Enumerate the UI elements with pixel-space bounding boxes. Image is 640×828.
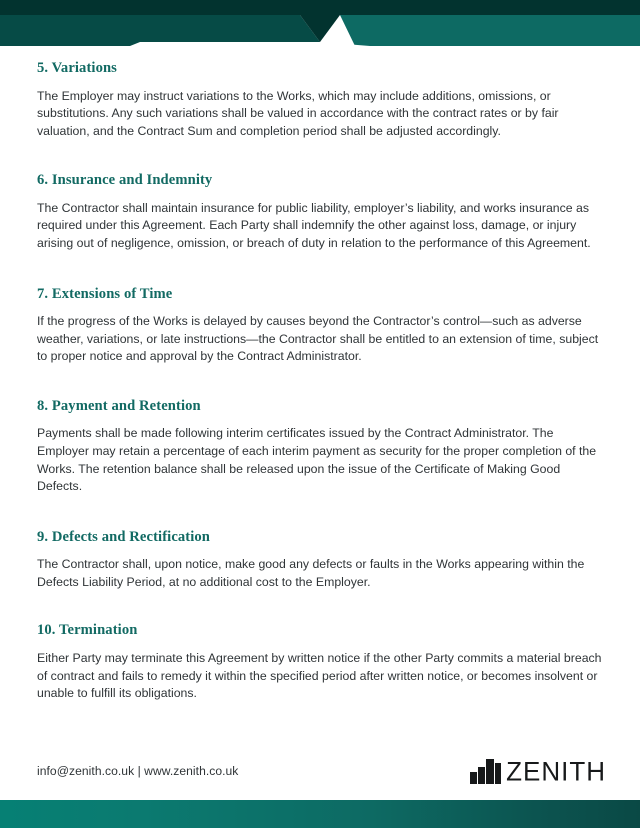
- brand-lockup: [470, 755, 606, 787]
- section-paragraph: The Contractor shall maintain insurance for public liability, employer’s liability, and works insurance as required under this Agreement. Each Party shall indemnify the other against loss, damage, or injury arising out of negligence, omission, or breach of duty in relation to the performance of this Agreement.: [37, 200, 591, 250]
- footer-contact-line[interactable]: info@zenith.co.uk | www.zenith.co.uk: [37, 764, 239, 778]
- section-termination: [37, 622, 607, 702]
- section-paragraph: If the progress of the Works is delayed by causes beyond the Contractor’s control—such as adverse weather, variations, or late instructions—the Contractor shall be entitled to an extension of time, subject to proper notice and approval by the Contract Administrator.: [37, 314, 599, 364]
- section-heading: 8. Payment and Retention: [37, 397, 201, 414]
- section-extensions-of-time: [37, 286, 607, 366]
- section-paragraph: Payments shall be made following interim certificates issued by the Contract Administrator. The Employer may retain a percentage of each interim payment as security for the proper completion of the Works. The retention balance shall be released upon the issue of the Certificate of Making Good Defects.: [37, 426, 597, 494]
- header-chevron-graphic: [0, 0, 640, 46]
- section-heading: 10. Termination: [37, 622, 138, 639]
- header-dark-band: [0, 0, 640, 15]
- section-paragraph: Either Party may terminate this Agreement by written notice if the other Party commits a material breach of contract and fails to remedy it within the specified period after written notice, or becomes insolvent or unable to fulfill its obligations.: [37, 650, 602, 701]
- section-heading: 6. Insurance and Indemnity: [37, 172, 213, 189]
- footer-accent-bar: [0, 800, 640, 828]
- section-paragraph: The Contractor shall, upon notice, make good any defects or faults in the Works appearing within the Defects Liability Period, at no additional cost to the Employer.: [37, 557, 585, 589]
- section-paragraph: The Employer may instruct variations to the Works, which may include additions, omissions, or substitutions. Any such variations shall be valued in accordance with the contract rates or by fair valuation, and the Contract Sum and completion period shall be adjusted accordingly.: [37, 88, 559, 138]
- brand-wordmark: ZENITH: [506, 755, 606, 787]
- section-heading: 7. Extensions of Time: [37, 285, 173, 302]
- section-insurance-and-indemnity: [37, 172, 607, 252]
- header-banner: [0, 0, 640, 46]
- section-defects-and-rectification: [37, 529, 607, 592]
- building-bars-icon: [470, 758, 504, 784]
- section-heading: 9. Defects and Rectification: [37, 528, 211, 545]
- section-heading: 5. Variations: [37, 60, 117, 76]
- document-body: [37, 46, 607, 703]
- header-right-wedge: [340, 15, 640, 46]
- page-footer: [37, 756, 606, 786]
- section-variations: [37, 60, 607, 140]
- section-payment-and-retention: [37, 398, 607, 496]
